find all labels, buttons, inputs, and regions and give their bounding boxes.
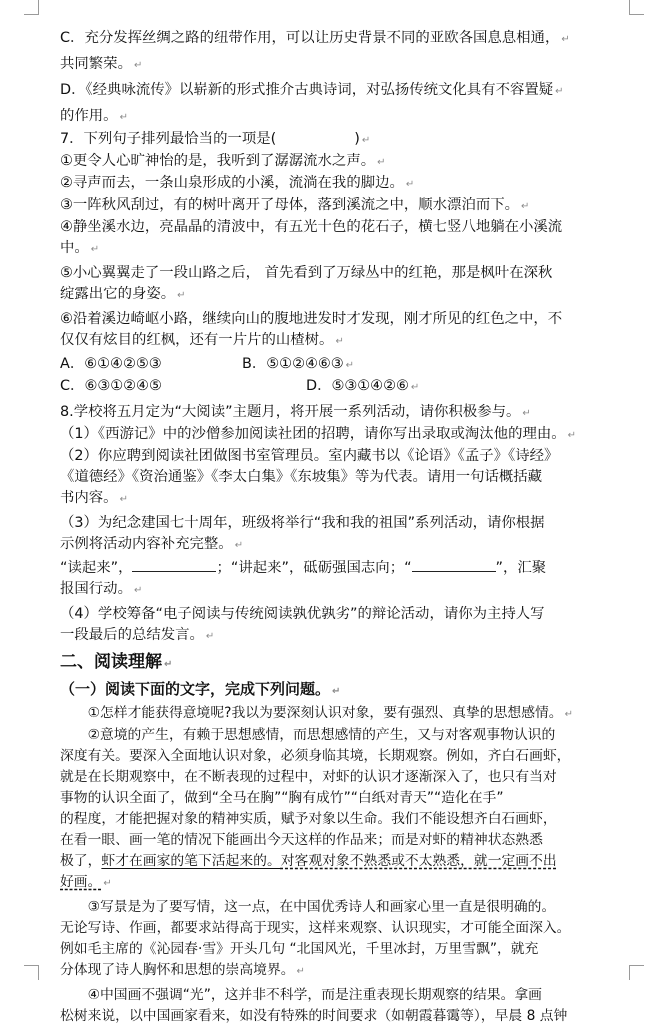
sentence-5-cont: 绽露出它的身姿。 ↵: [60, 286, 186, 302]
passage-paragraph-2-line: 极了，虾才在画家的笔下活起来的。对客观对象不熟悉或不太熟悉，就一定画不出: [60, 853, 557, 869]
page-corner-mark-top-left: [24, 0, 39, 15]
options-row-1: A．⑥①④②⑤③ B．⑤①②④⑥③ ↵: [60, 356, 355, 372]
question-8-part-4-cont: 一段最后的总结发言。 ↵: [60, 627, 215, 643]
sentence-3: ③一阵秋风刮过，有的树叶离开了母体，落到溪流之中，顺水漂泊而下。 ↵: [60, 197, 530, 213]
sentence-6-cont: 仅仅有炫目的红枫，还有一片片的山楂树。 ↵: [60, 332, 344, 348]
question-8-part-2-cont-2: 书内容。 ↵: [60, 490, 128, 506]
sentence-4-cont: 中。 ↵: [60, 240, 100, 256]
question-8-part-2: （2）你应聘到阅读社团做图书室管理员。室内藏书以《论语》《孟子》《诗经》: [60, 448, 559, 464]
page-corner-mark-bottom-right: [629, 965, 644, 980]
reading-passage: [60, 703, 620, 1027]
passage-paragraph-4: ④中国画不强调“光”，这并非不科学，而是注重表现长期观察的结果。拿画: [87, 987, 542, 1003]
passage-paragraph-3: ③写景是为了要写情，这一点，在中国优秀诗人和画家心里一直是很明确的。: [87, 899, 556, 915]
question-8-part-3-cont: 示例将活动内容补充完整。 ↵: [60, 536, 244, 552]
sentence-4: ④静坐溪水边，亮晶晶的清波中，有五光十色的花石子，横七竖八地躺在小溪流: [60, 219, 563, 235]
passage-paragraph-2-line: 在看一眼、画一笔的情况下能画出今天这样的作品来；而是对虾的精神状态熟悉: [60, 832, 543, 848]
option-d-line-2: 的作用。 ↵: [60, 108, 128, 124]
question-8-part-1: （1）《西游记》中的沙僧参加阅读社团的招聘，请你写出录取或淘汰他的理由。 ↵: [60, 426, 577, 442]
dashed-underlined-sentence: 对客观对象不熟悉或不太熟悉，就一定画不出: [280, 853, 557, 869]
option-c-line-2: 共同繁荣。 ↵: [60, 56, 143, 72]
passage-paragraph-2-line: 就是在长期观察中，在不断表现的过程中，对虾的认识才逐渐深入了，也只有当对: [60, 769, 557, 785]
option-d-line: D．《经典咏流传》以崭新的形式推介古典诗词，对弘扬传统文化具有不容置疑 ↵: [60, 82, 564, 98]
page-corner-mark-top-right: [629, 0, 644, 15]
passage-paragraph-2-line: 深度有关。要深入全面地认识对象，必须身临其境，长期观察。例如，齐白石画虾，: [60, 748, 571, 764]
passage-paragraph-1: ①怎样才能获得意境呢?我以为要深刻认识对象，要有强烈、真挚的思想感情。 ↵: [87, 705, 573, 721]
passage-paragraph-2: ②意境的产生，有赖于思想感情，而思想感情的产生，又与对客观事物认识的: [87, 727, 556, 743]
page-corner-mark-bottom-left: [24, 965, 39, 980]
passage-paragraph-2-line: 的程度，才能把握对象的精神实质，赋予对象以生命。我们不能设想齐白石画虾，: [60, 811, 557, 827]
passage-paragraph-2-line: 好画。 ↵: [60, 874, 112, 890]
question-8-part-2-cont: 《道德经》《资治通鉴》《李太白集》《东坡集》等为代表。请用一句话概括藏: [60, 469, 543, 485]
sentence-2: ②寻声而去，一条山泉形成的小溪，流淌在我的脚边。 ↵: [60, 175, 415, 191]
question-7: 7．下列句子排列最恰当的一项是( ) ↵: [60, 131, 371, 147]
question-8: 8.学校将五月定为“大阅读”主题月，将开展一系列活动，请你积极参与。 ↵: [60, 404, 531, 420]
question-8-part-3-end: 报国行动。 ↵: [60, 581, 143, 597]
passage-paragraph-2-line: 事物的认识全面了，做到“全马在胸”“胸有成竹”“白纸对青天”“造化在手”: [60, 790, 504, 806]
section-heading-reading: 二、阅读理解 ↵: [60, 652, 173, 672]
answer-blank-1[interactable]: [132, 556, 216, 572]
subsection-heading: （一）阅读下面的文字，完成下列问题。 ↵: [60, 680, 341, 698]
question-8-part-3: （3）为纪念建国七十周年，班级将举行“我和我的祖国”系列活动，请你根据: [60, 515, 545, 531]
sentence-6: ⑥沿着溪边崎岖小路，继续向山的腹地进发时才发现，刚才所见的红色之中，不: [60, 311, 563, 327]
passage-paragraph-4-line: 松树来说，以中国画家看来，如没有特殊的时间要求（如朝霞暮霭等），早晨 8 点钟: [60, 1008, 568, 1024]
sentence-1: ①更令人心旷神怡的是，我听到了潺潺流水之声。 ↵: [60, 153, 386, 169]
question-8-part-3-blanks: “读起来”， ；“讲起来”，砥砺强国志向；“ ”，汇聚: [60, 556, 620, 579]
document-page: [60, 28, 620, 1027]
option-c-line: C．充分发挥丝绸之路的纽带作用，可以让历史背景不同的亚欧各国息息相通， ↵: [60, 30, 570, 46]
answer-blank-2[interactable]: [412, 556, 496, 572]
passage-paragraph-3-line: 无论写诗、作画，都要求站得高于现实，这样来观察、认识现实，才可能全面深入。: [60, 920, 571, 936]
options-row-2: C．⑥③①②④⑤ D．⑤③①④②⑥ ↵: [60, 378, 420, 394]
underlined-sentence: 虾才在画家的笔下活起来的。: [101, 853, 281, 869]
sentence-5: ⑤小心翼翼走了一段山路之后， 首先看到了万绿丛中的红艳，那是枫叶在深秋: [60, 265, 553, 281]
question-8-part-4: （4）学校筹备“电子阅读与传统阅读孰优孰劣”的辩论活动，请你为主持人写: [60, 606, 545, 622]
passage-paragraph-3-line: 例如毛主席的《沁园春·雪》开头几句 “北国风光，千里冰封，万里雪飘”，就充: [60, 941, 539, 957]
passage-paragraph-3-line: 分体现了诗人胸怀和思想的崇高境界。 ↵: [60, 962, 305, 978]
